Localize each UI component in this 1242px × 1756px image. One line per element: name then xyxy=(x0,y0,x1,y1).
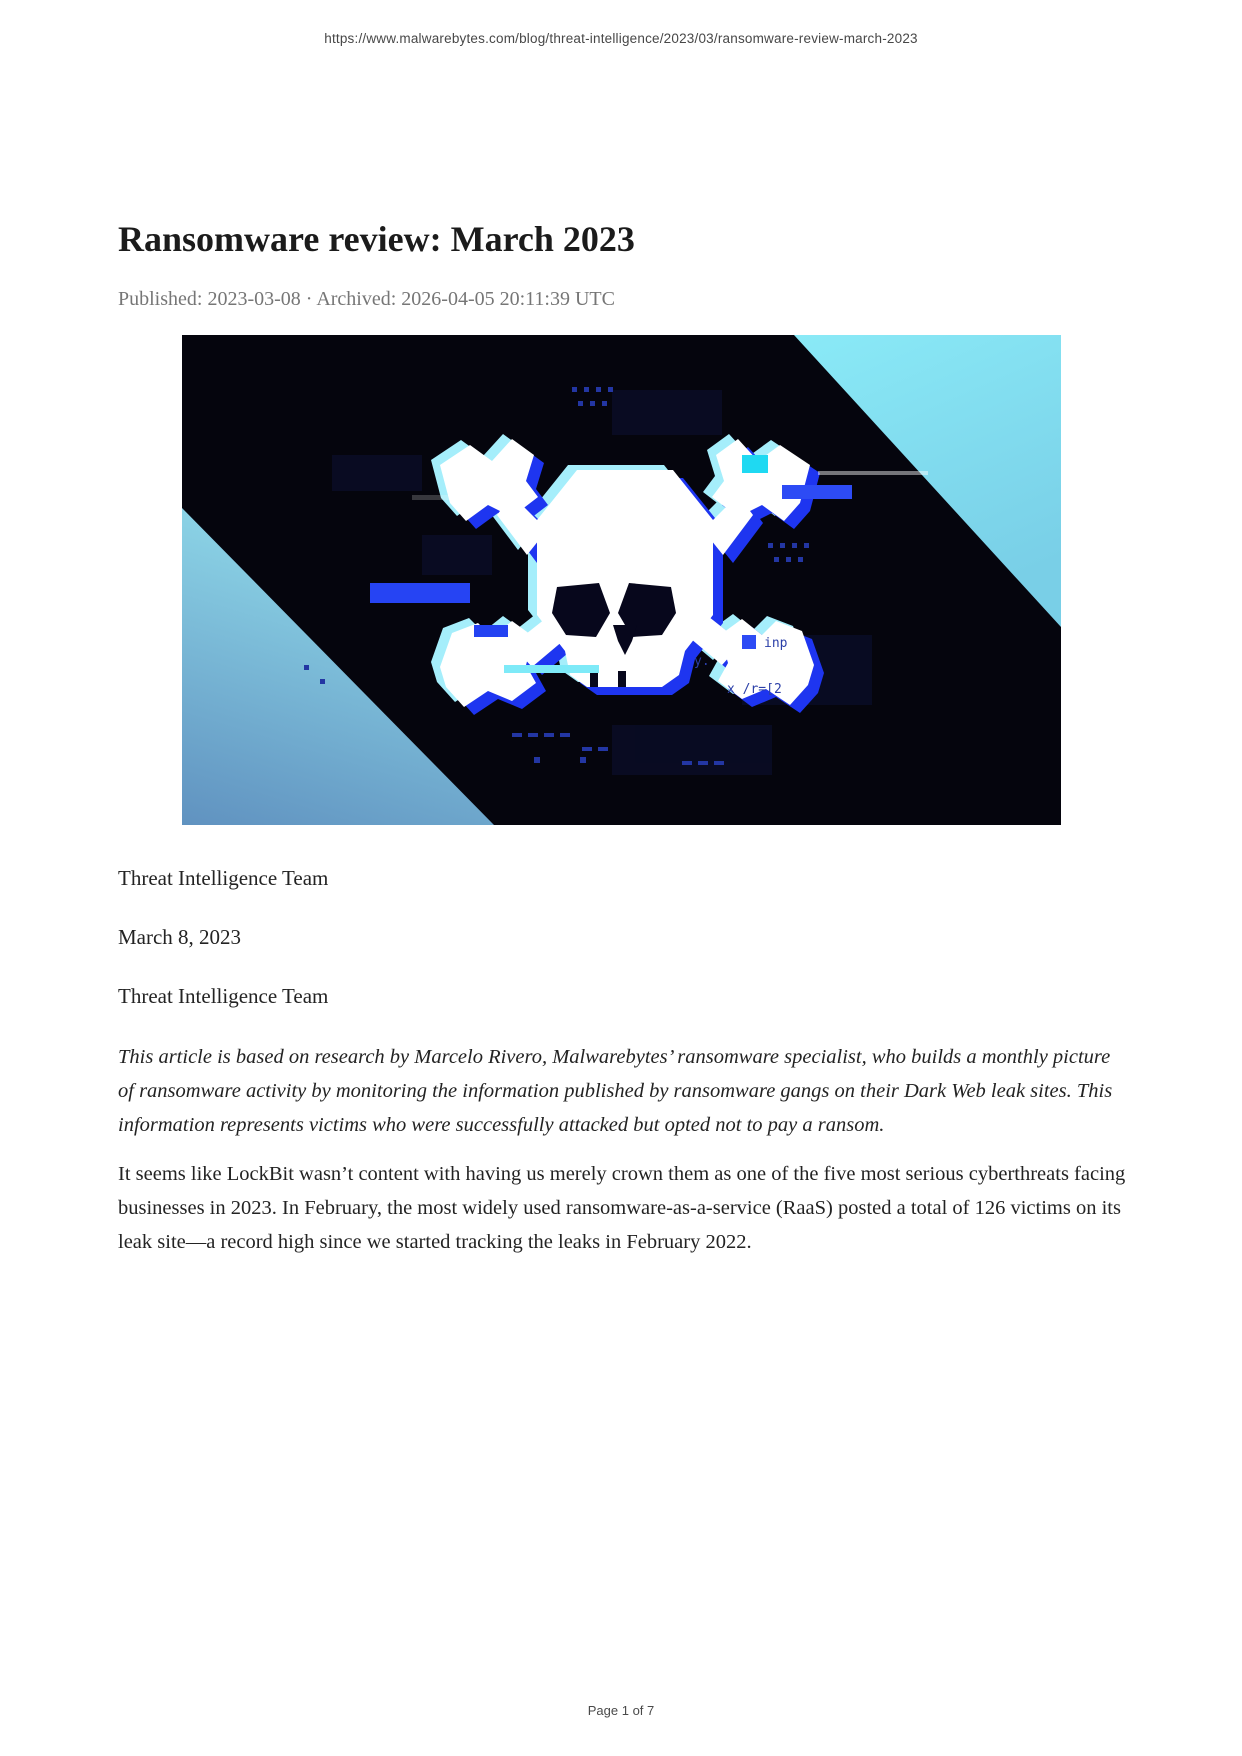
published-archived-meta: Published: 2023-03-08 · Archived: 2026-04-05 20:11:39 UTC xyxy=(118,288,615,310)
skull-crossbones-glitch-art xyxy=(182,335,1061,825)
article-date: March 8, 2023 xyxy=(118,925,242,949)
author-byline-repeat: Threat Intelligence Team xyxy=(118,984,329,1008)
intro-paragraph-italic: This article is based on research by Marcelo Rivero, Malwarebytes’ ransomware specialist, who builds a monthly picture of ransomware activity by monitoring the information published by ransomware gangs on their Dark Web leak sites. This information represents victims who were successfully attacked but opted not to pay a ransom. xyxy=(118,1046,1113,1136)
glitch-fragment-1: x /r=[2 xyxy=(727,682,782,697)
page-title: Ransomware review: March 2023 xyxy=(118,219,635,259)
body-paragraph: It seems like LockBit wasn’t content with having us merely crown them as one of the five most serious cyberthreats facing businesses in 2023. In February, the most widely used ransomware-as-a-service (RaaS) posted a total of 126 victims on its leak site—a record high since we started tracking the leaks in February 2022. xyxy=(118,1163,1126,1253)
glitch-fragment-3: y. xyxy=(694,654,710,669)
page-number-footer: Page 1 of 7 xyxy=(587,1703,655,1718)
print-header-url: https://www.malwarebytes.com/blog/threat-intelligence/2023/03/ransomware-review-march-2023 xyxy=(324,31,918,46)
hero-image-skull-crossbones xyxy=(182,335,1061,825)
glitch-fragment-2: inp xyxy=(764,636,788,651)
author-byline: Threat Intelligence Team xyxy=(118,866,329,890)
